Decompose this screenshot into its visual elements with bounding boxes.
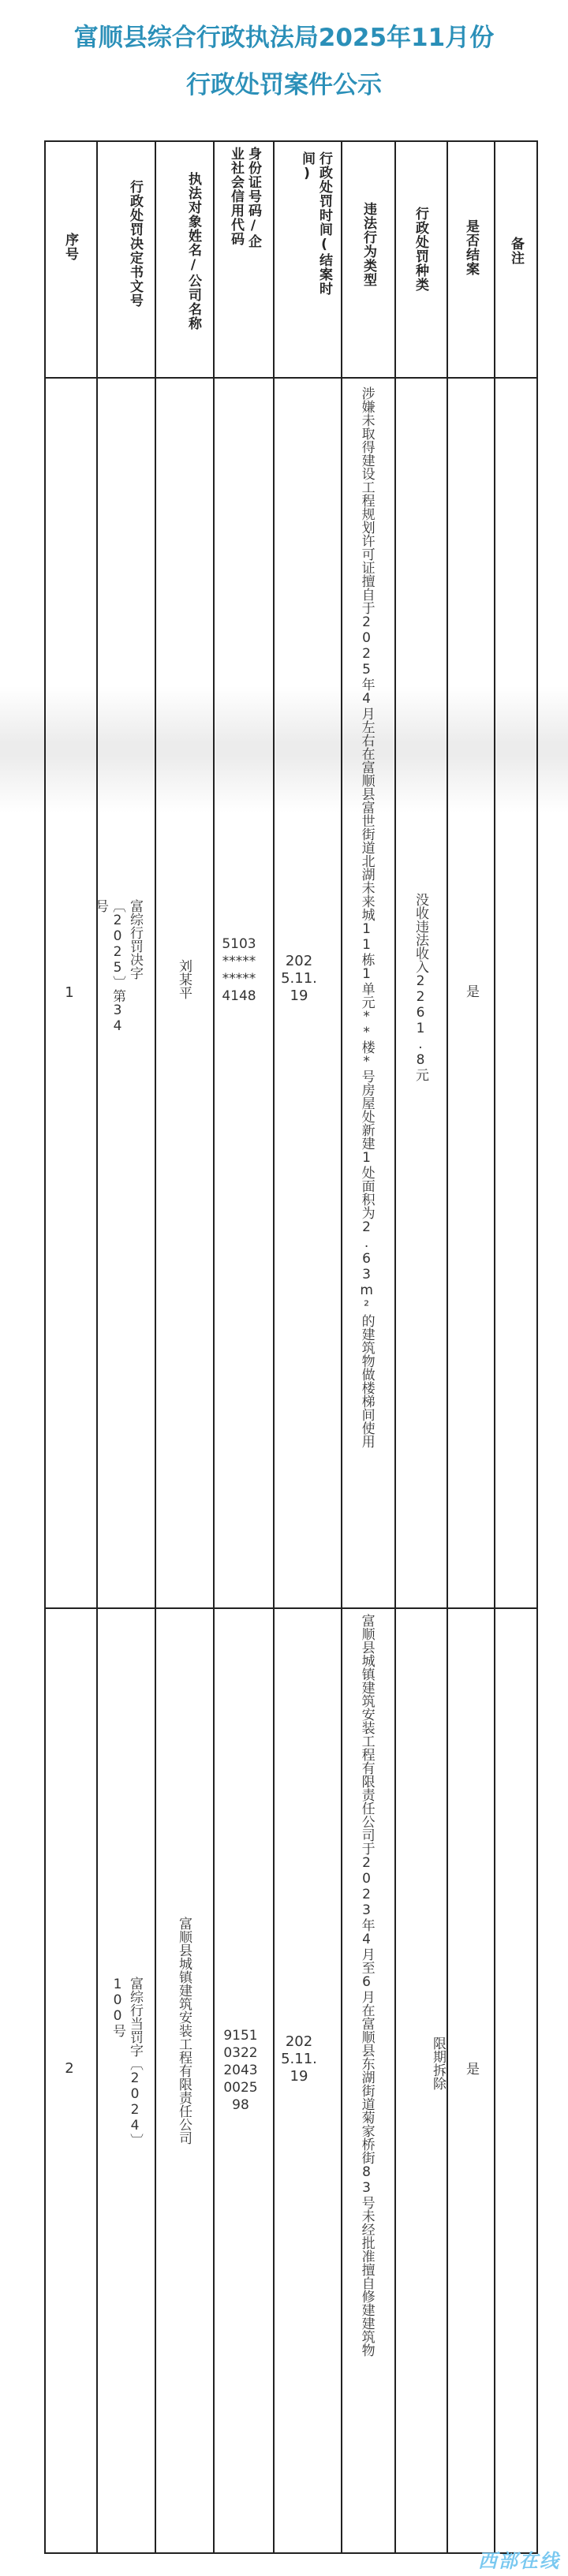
header-bottom-line bbox=[44, 377, 536, 379]
table-border-bottom bbox=[44, 2552, 536, 2554]
col-line-6 bbox=[394, 140, 396, 2554]
header-violation: 违法行为类型 bbox=[361, 202, 376, 287]
row1-violation: 涉嫌未取得建设工程规划许可证擅自于2025年4月左右在富顺县富世街道北湖未来城11栋1单元**楼*号房屋处新建1处面积为2.63m²的建筑物做楼梯间使用 bbox=[358, 386, 375, 1448]
row1-penalty-type: 没收违法收入2261.8元 bbox=[413, 893, 428, 1081]
row1-penalty-time: 2025.11.19 bbox=[281, 953, 317, 1004]
row2-penalty-time: 2025.11.19 bbox=[281, 2033, 317, 2085]
row2-seq: 2 bbox=[65, 2060, 74, 2077]
title-line-2: 行政处罚案件公示 bbox=[186, 71, 382, 99]
row1-id-code: 5103**********4148 bbox=[222, 936, 256, 1004]
row2-violation: 富顺县城镇建筑安装工程有限责任公司于2023年4月至6月在富顺县东湖街道菊家桥街83号未经批准擅自修建建筑物 bbox=[358, 1614, 375, 2357]
col-line-3 bbox=[213, 140, 215, 2554]
col-line-5 bbox=[341, 140, 342, 2554]
header-target: 执法对象姓名/公司名称 bbox=[185, 172, 201, 330]
title-line-1: 富顺县综合行政执法局2025年11月份 bbox=[73, 24, 495, 52]
watermark-logo: 西部在线 bbox=[478, 2550, 560, 2572]
col-line-8 bbox=[494, 140, 495, 2554]
row-divider-line bbox=[44, 1607, 536, 1609]
header-penalty-type: 行政处罚种类 bbox=[413, 207, 428, 292]
header-penalty-time: 行政处罚时间(结案时间) bbox=[299, 151, 332, 296]
col-line-4 bbox=[273, 140, 275, 2554]
table-border-top bbox=[44, 140, 536, 142]
col-line-0 bbox=[44, 140, 46, 2554]
col-line-2 bbox=[155, 140, 156, 2554]
header-id-code: 身份证号码/企业社会信用代码 bbox=[228, 147, 261, 248]
row2-id-code: 915103222043002598 bbox=[223, 2028, 258, 2113]
col-line-7 bbox=[447, 140, 448, 2554]
row1-seq: 1 bbox=[65, 984, 74, 1001]
col-line-9 bbox=[536, 140, 538, 2554]
header-remarks: 备注 bbox=[508, 237, 524, 265]
row2-target: 富顺县城镇建筑安装工程有限责任公司 bbox=[176, 1917, 192, 2145]
header-seq: 序号 bbox=[62, 233, 78, 261]
row1-doc-no: 富综行罚决字〔2025〕第34号 bbox=[92, 899, 143, 1034]
col-line-1 bbox=[96, 140, 98, 2554]
row2-penalty-type: 限期拆除 bbox=[430, 2037, 446, 2090]
header-closed: 是否结案 bbox=[463, 219, 479, 276]
row1-closed: 是 bbox=[463, 984, 479, 998]
row2-doc-no: 富综行当罚字〔2024〕100号 bbox=[110, 1977, 143, 2147]
row2-closed: 是 bbox=[463, 2062, 479, 2075]
row1-target: 刘某平 bbox=[176, 959, 192, 999]
header-doc-no: 行政处罚决定书文号 bbox=[127, 180, 143, 308]
